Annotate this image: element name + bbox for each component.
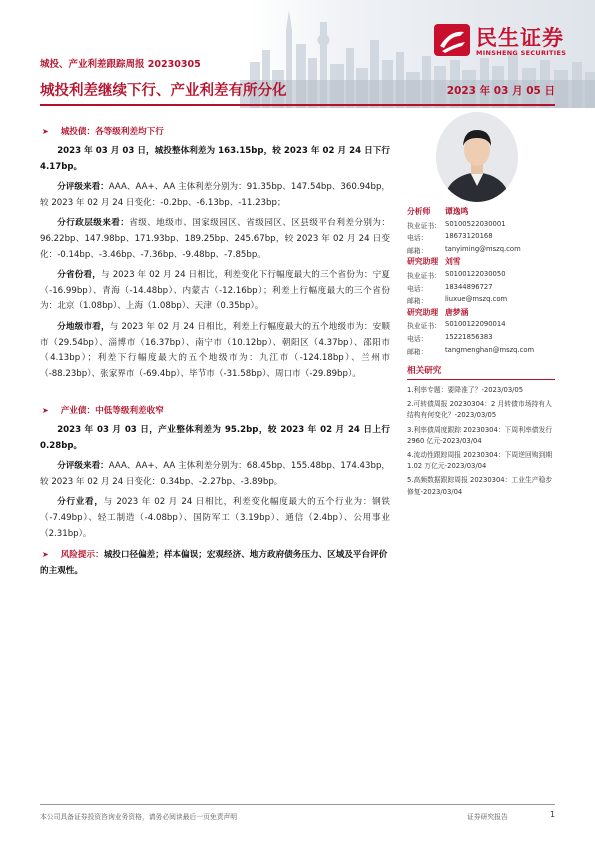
- analyst-name: 刘雪: [445, 257, 461, 267]
- analyst-role: 分析师: [407, 207, 431, 216]
- field-label: 邮箱：: [407, 347, 428, 356]
- analyst-cert-row: [407, 319, 555, 332]
- paragraph-lead: 分评级来看：: [57, 461, 109, 472]
- analyst-email-row: [407, 244, 555, 257]
- analyst-name-row: [407, 206, 555, 219]
- risk-text: 城投口径偏差；样本偏误；宏观经济、地方政府债务压力、区域及平台评价的主观性。: [40, 550, 388, 576]
- paragraph: [40, 320, 390, 382]
- arrow-bullet-icon: ➤: [42, 550, 49, 560]
- paragraph-text: 省级、地级市、国家级园区、省级园区、区县级平台利差分别为：96.22bp、147.98bp、171.93bp、189.25bp、245.67bp，较 2023 年 02 月 24 日变化：-0.14bp、-3.46bp、-7.36bp、-9.48bp、-7.85bp。: [40, 218, 390, 260]
- analyst-portrait-image: [436, 112, 518, 202]
- analyst-photo: [436, 112, 518, 202]
- header-divider: [40, 104, 555, 106]
- analyst-name: 谭逸鸣: [445, 207, 469, 216]
- phone-number: 18344896727: [445, 282, 493, 291]
- paragraph-text: AAA、AA+、AA 主体利差分别为：91.35bp、147.54bp、360.94bp，较 2023 年 02 月 24 日变化：-0.2bp、-6.13bp、-11.23bp；: [40, 182, 390, 208]
- risk-warning: [40, 547, 390, 579]
- related-research-heading: 相关研究: [407, 364, 555, 380]
- paragraph: [40, 459, 390, 490]
- analyst-name-row: [407, 256, 555, 269]
- risk-label: 风险提示：: [60, 550, 104, 561]
- analyst-email-row: [407, 294, 555, 307]
- field-label: 邮箱：: [407, 246, 428, 255]
- footer-divider: [40, 804, 555, 805]
- paragraph-text: AAA、AA+、AA 主体利差分别为：68.45bp、155.48bp、174.43bp，较 2023 年 02 月 24 日变化：0.34bp、-2.27bp、-3.89bp。: [40, 461, 390, 487]
- paragraph-lead: 分行业看，: [57, 497, 104, 508]
- cert-number: S0100122030050: [445, 269, 506, 278]
- field-label: 电话：: [407, 284, 428, 293]
- paragraph-bold-text: 2023 年 03 月 03 日，产业整体利差为 95.2bp，较 2023 年 02 月 24 日上行 0.28bp。: [40, 425, 390, 451]
- related-research: [407, 364, 555, 501]
- logo-chinese-name: 民生证券: [476, 26, 564, 50]
- analyst-phone-row: [407, 282, 555, 295]
- field-label: 电话：: [407, 234, 428, 243]
- field-label: 邮箱：: [407, 297, 428, 306]
- section-heading-text: 城投债：各等级利差均下行: [60, 127, 164, 137]
- email-link[interactable]: tangmenghan@mszq.com: [445, 345, 535, 354]
- paragraph-text: 与 2023 年 02 月 24 日相比，利差上行幅度最大的五个地级市为：安顺市（29.54bp）、淄博市（16.37bp）、南宁市（10.12bp）、朝阳区（4.37bp）、邵阳市（4.13bp）；利差下行幅度最大的五个地级市为：九江市（-124.18bp）、兰州市（-88.23bp）、张家界市（-69.4bp）、毕节市（-31.58bp）、周口市（-29.89bp）。: [40, 321, 390, 379]
- analyst-role: 研究助理: [407, 307, 439, 317]
- report-header: [0, 0, 595, 108]
- report-series: 城投、产业利差跟踪周报 20230305: [40, 59, 201, 70]
- email-link[interactable]: tanyiming@mszq.com: [445, 244, 521, 253]
- paragraph: [40, 268, 390, 315]
- section-heading: [40, 403, 390, 417]
- paragraph-lead: 分行政层级来看：: [57, 218, 130, 229]
- field-label: 执业证书：: [407, 271, 441, 280]
- paragraph: [40, 495, 390, 542]
- related-research-link[interactable]: 4.流动性跟踪周报 20230304：下周逆回购到期 1.02 万亿元-2023/03/04: [407, 451, 553, 471]
- field-label: 执业证书：: [407, 322, 441, 331]
- analyst-name: 唐梦涵: [445, 307, 469, 317]
- cert-number: S0100122090014: [445, 320, 506, 329]
- logo-mark-icon: [432, 22, 472, 58]
- analyst-cert-row: [407, 269, 555, 282]
- section-heading-text: 产业债：中低等级利差收窄: [60, 406, 164, 416]
- report-title: 城投利差继续下行、产业利差有所分化: [40, 83, 287, 99]
- paragraph: [40, 144, 390, 175]
- analyst-info-block: [407, 206, 555, 357]
- cert-number: S0100522030001: [445, 219, 506, 228]
- paragraph: [40, 423, 390, 454]
- paragraph-bold-text: 2023 年 03 月 03 日，城投整体利差为 163.15bp，较 2023 年 02 月 24 日下行 4.17bp。: [40, 146, 390, 172]
- paragraph-lead: 分评级来看：: [57, 182, 109, 193]
- page-number: 1: [550, 810, 556, 819]
- related-research-link[interactable]: 5.高频数据跟踪周报 20230304：工业生产稳步修复-2023/03/04: [407, 476, 553, 496]
- footer-disclaimer: 本公司具备证券投资咨询业务资格，请务必阅读最后一页免责声明: [40, 813, 238, 821]
- section-chanye: [40, 403, 390, 579]
- analyst-name-row: [407, 307, 555, 320]
- analyst-cert-row: [407, 219, 555, 232]
- paragraph-lead: 分省份看，: [57, 270, 102, 281]
- analyst-phone-row: [407, 231, 555, 244]
- analyst-email-row: [407, 345, 555, 358]
- report-date: 2023 年 03 月 05 日: [446, 85, 555, 97]
- field-label: 电话：: [407, 334, 428, 343]
- section-chengtou: [40, 124, 390, 387]
- related-research-link[interactable]: 3.利率债周度跟踪 20230304：下周利率债发行 2960 亿元-2023/03/04: [407, 425, 553, 445]
- paragraph-text: 与 2023 年 02 月 24 日相比，利差变化幅度最大的五个行业为：钢铁（-7.49bp）、轻工制造（-4.08bp）、国防军工（3.19bp）、通信（2.4bp）、公用事业（2.31bp）。: [40, 497, 390, 539]
- paragraph: [40, 180, 390, 211]
- phone-number: 18673120168: [445, 232, 493, 241]
- minsheng-logo: [432, 22, 582, 62]
- analyst-role: 研究助理: [407, 257, 439, 267]
- arrow-bullet-icon: ➤: [42, 405, 49, 415]
- analyst-phone-row: [407, 332, 555, 345]
- phone-number: 15221856383: [445, 332, 493, 341]
- section-heading: [40, 124, 390, 138]
- paragraph: [40, 216, 390, 263]
- footer-report-type: 证券研究报告: [467, 813, 508, 821]
- paragraph-text: 与 2023 年 02 月 24 日相比，利差变化下行幅度最大的三个省份为：宁夏（-16.99bp）、青海（-14.48bp）、内蒙古（-12.16bp）；利差上行幅度最大的三个省份为：北京（1.08bp）、上海（1.08bp）、天津（0.35bp）。: [40, 270, 390, 312]
- field-label: 执业证书：: [407, 221, 441, 230]
- logo-english-name: MINSHENG SECURITIES: [476, 49, 567, 57]
- related-research-link[interactable]: 1.利率专题：要降准了？-2023/03/05: [407, 386, 524, 394]
- arrow-bullet-icon: ➤: [42, 126, 49, 136]
- paragraph-lead: 分地级市看，: [57, 321, 110, 332]
- email-link[interactable]: liuxue@mszq.com: [445, 295, 508, 304]
- related-research-link[interactable]: 2.可转债周报 20230304：2 月转债市场持有人结构有何变化？-2023/03/05: [407, 400, 552, 420]
